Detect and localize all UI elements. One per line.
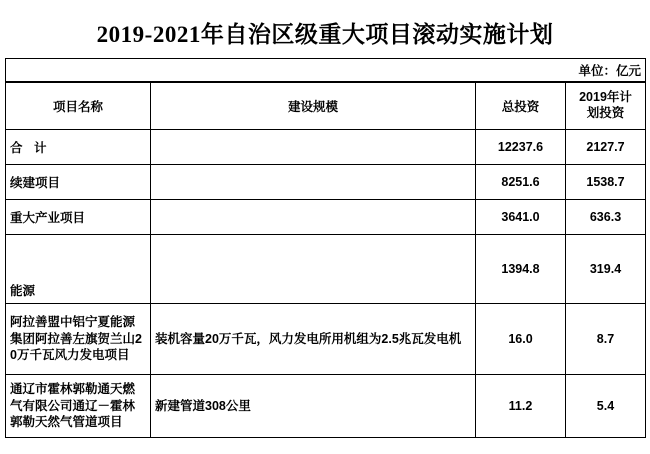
row-total: 16.0	[476, 304, 566, 375]
table-row	[6, 130, 646, 165]
row-scale: 新建管道308公里	[151, 375, 476, 438]
projects-table	[5, 82, 646, 438]
unit-note-table	[5, 58, 646, 82]
row-label: 续建项目	[6, 165, 151, 200]
row-total: 3641.0	[476, 200, 566, 235]
header-plan-investment-line2: 划投资	[586, 106, 625, 120]
table-row	[6, 375, 646, 438]
table-row	[6, 200, 646, 235]
header-scale: 建设规模	[151, 83, 476, 130]
unit-note-row	[6, 59, 646, 82]
row-scale	[151, 235, 476, 304]
row-label: 能源	[6, 235, 151, 304]
row-label: 重大产业项目	[6, 200, 151, 235]
row-plan: 1538.7	[566, 165, 646, 200]
page-title: 2019-2021年自治区级重大项目滚动实施计划	[96, 22, 554, 47]
row-total: 11.2	[476, 375, 566, 438]
table-row	[6, 165, 646, 200]
row-total: 1394.8	[476, 235, 566, 304]
table-row	[6, 235, 646, 304]
header-plan-investment	[566, 83, 646, 130]
row-plan: 8.7	[566, 304, 646, 375]
row-plan: 319.4	[566, 235, 646, 304]
row-plan: 5.4	[566, 375, 646, 438]
header-name: 项目名称	[6, 83, 151, 130]
row-label: 合 计	[6, 130, 151, 165]
row-label: 阿拉善盟中铝宁夏能源集团阿拉善左旗贺兰山20万千瓦风力发电项目	[6, 304, 151, 375]
row-scale	[151, 165, 476, 200]
row-total: 8251.6	[476, 165, 566, 200]
row-plan: 2127.7	[566, 130, 646, 165]
row-scale	[151, 130, 476, 165]
table-row	[6, 304, 646, 375]
header-total-investment: 总投资	[476, 83, 566, 130]
header-plan-investment-line1: 2019年计	[579, 90, 632, 105]
row-plan: 636.3	[566, 200, 646, 235]
table-header-row	[6, 83, 646, 130]
row-scale: 装机容量20万千瓦，风力发电所用机组为2.5兆瓦发电机	[151, 304, 476, 375]
unit-note: 单位：亿元	[6, 59, 646, 82]
row-total: 12237.6	[476, 130, 566, 165]
row-scale	[151, 200, 476, 235]
row-label: 通辽市霍林郭勒通天燃气有限公司通辽－霍林郭勒天然气管道项目	[6, 375, 151, 438]
